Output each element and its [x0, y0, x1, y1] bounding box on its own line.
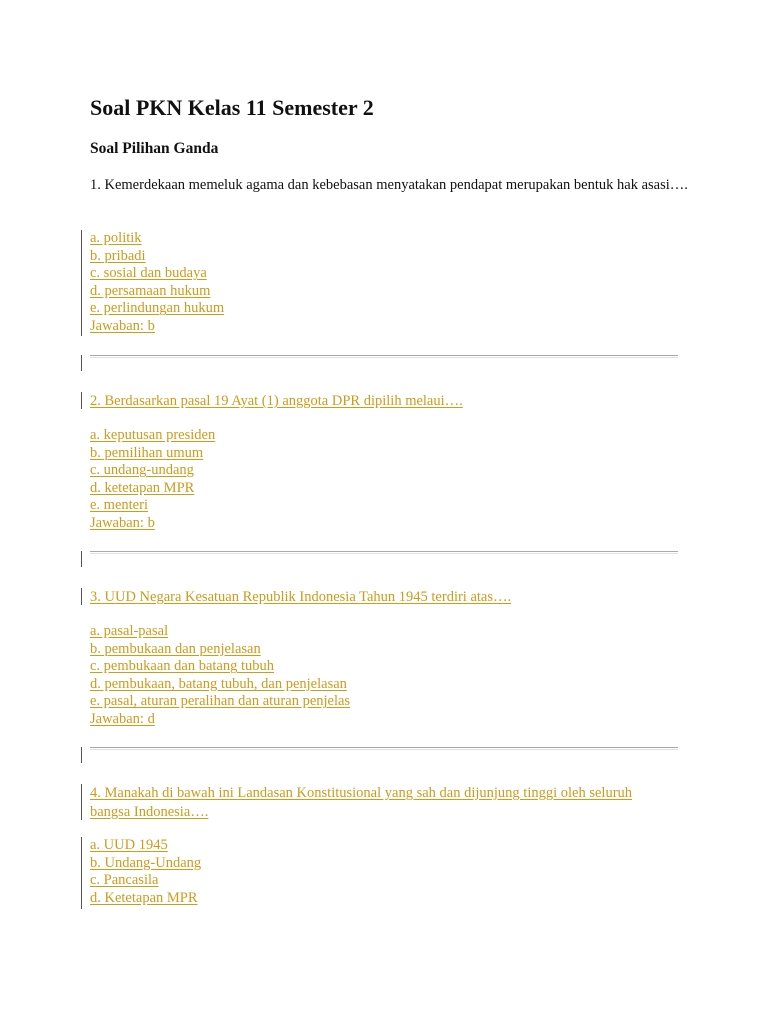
question-4-text[interactable]: 4. Manakah di bawah ini Landasan Konstitusional yang sah dan dijunjung tinggi oleh seluruh bangsa Indonesia…. [90, 785, 633, 820]
question-3-text[interactable]: 3. UUD Negara Kesatuan Republik Indonesia Tahun 1945 terdiri atas…. [90, 589, 512, 605]
q1-option-c[interactable]: c. sosial dan budaya [90, 265, 207, 282]
q2-option-d[interactable]: d. ketetapan MPR [90, 479, 195, 496]
question-1-options [90, 230, 690, 336]
quote-bar [81, 588, 82, 605]
quote-bar [81, 784, 82, 820]
quote-bar [81, 392, 82, 409]
question-3-options [90, 623, 690, 729]
section-heading: Soal Pilihan Ganda [90, 140, 219, 157]
q2-option-e[interactable]: e. menteri [90, 497, 148, 514]
q2-option-a[interactable]: a. keputusan presiden [90, 427, 216, 443]
question-2-text[interactable]: 2. Berdasarkan pasal 19 Ayat (1) anggota DPR dipilih melaui…. [90, 393, 463, 409]
q3-option-e[interactable]: e. pasal, aturan peralihan dan aturan penjelas [90, 693, 351, 710]
q3-option-b[interactable]: b. pembukaan dan penjelasan [90, 640, 261, 657]
q4-option-b[interactable]: b. Undang-Undang [90, 854, 202, 871]
question-1-text: 1. Kemerdekaan memeluk agama dan kebebasan menyatakan pendapat merupakan bentuk hak asasi…. [90, 177, 688, 193]
q3-option-a[interactable]: a. pasal-pasal [90, 623, 169, 639]
page-title: Soal PKN Kelas 11 Semester 2 [90, 95, 374, 120]
q1-option-d[interactable]: d. persamaan hukum [90, 282, 211, 299]
quote-bar [81, 230, 82, 336]
q3-answer[interactable]: Jawaban: d [90, 710, 155, 727]
q2-answer[interactable]: Jawaban: b [90, 514, 155, 531]
quote-bar [81, 837, 82, 909]
question-3 [90, 588, 690, 607]
q4-option-a[interactable]: a. UUD 1945 [90, 837, 168, 853]
question-2-options [90, 427, 690, 533]
q3-option-c[interactable]: c. pembukaan dan batang tubuh [90, 658, 275, 675]
question-4 [90, 784, 670, 822]
q1-option-a[interactable]: a. politik [90, 230, 142, 246]
q1-answer[interactable]: Jawaban: b [90, 317, 155, 334]
q1-option-b[interactable]: b. pribadi [90, 247, 146, 264]
q4-option-c[interactable]: c. Pancasila [90, 872, 159, 889]
question-2 [90, 392, 690, 411]
q2-option-c[interactable]: c. undang-undang [90, 462, 194, 479]
divider-1 [81, 355, 681, 371]
divider-2 [81, 551, 681, 567]
question-4-options [90, 837, 690, 907]
q2-option-b[interactable]: b. pemilihan umum [90, 444, 204, 461]
q4-option-d[interactable]: d. Ketetapan MPR [90, 889, 198, 906]
q1-option-e[interactable]: e. perlindungan hukum [90, 300, 225, 317]
divider-3 [81, 747, 681, 763]
q3-option-d[interactable]: d. pembukaan, batang tubuh, dan penjelasan [90, 675, 347, 692]
